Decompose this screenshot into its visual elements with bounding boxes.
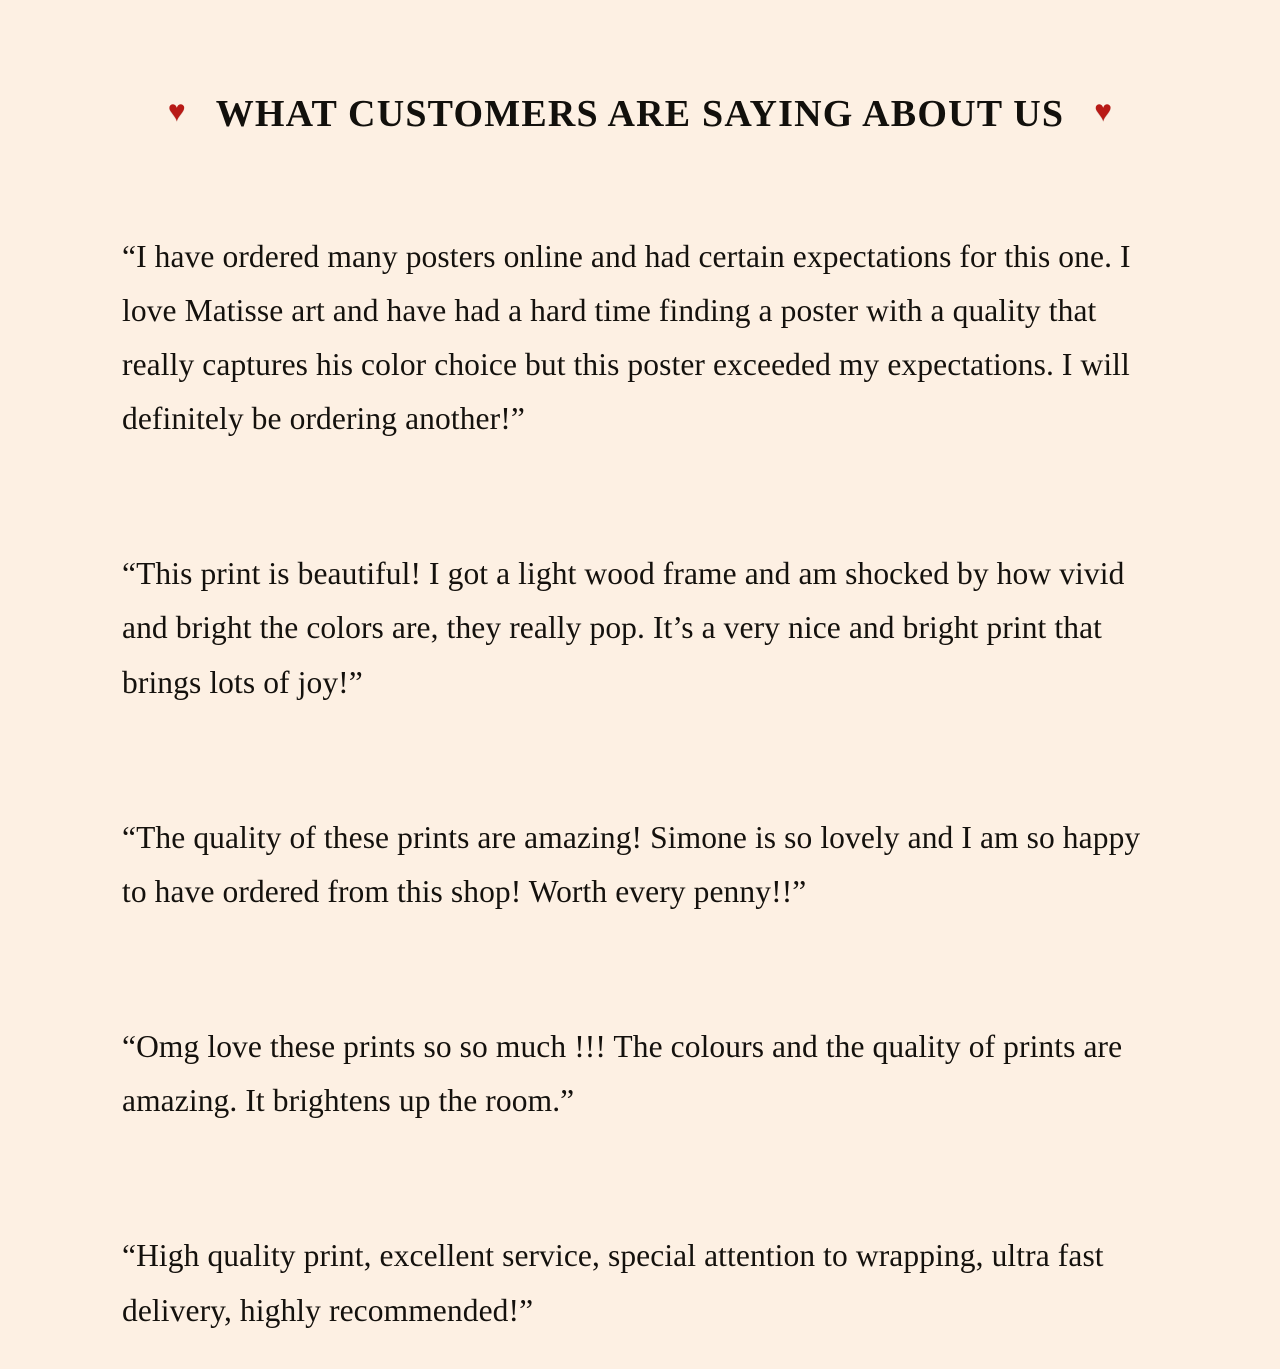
review-item: “I have ordered many posters online and had certain expectations for this one. I love Matisse art and have had a hard time finding a poster with a quality that really captures his color choice but this poster exceeded my expectations. I will definitely be ordering another!” bbox=[122, 238, 1131, 437]
page-header bbox=[104, 92, 1176, 136]
heart-icon-right: ♥ bbox=[1094, 95, 1113, 128]
review-item: “High quality print, excellent service, special attention to wrapping, ultra fast delivery, highly recommended!” bbox=[122, 1238, 1104, 1328]
review-item: “This print is beautiful! I got a light wood frame and am shocked by how vivid and bright the colors are, they really pop. It’s a very nice and bright print that brings lots of joy!” bbox=[122, 556, 1125, 700]
page-title: WHAT CUSTOMERS ARE SAYING ABOUT US bbox=[215, 93, 1065, 135]
review-item: “The quality of these prints are amazing! Simone is so lovely and I am so happy to have ordered from this shop! Worth every penny!!” bbox=[122, 819, 1141, 909]
review-item: “Omg love these prints so so much !!! The colours and the quality of prints are amazing. It brightens up the room.” bbox=[122, 1029, 1123, 1119]
heart-icon-left: ♥ bbox=[167, 95, 186, 128]
reviews-list bbox=[104, 198, 1176, 1369]
